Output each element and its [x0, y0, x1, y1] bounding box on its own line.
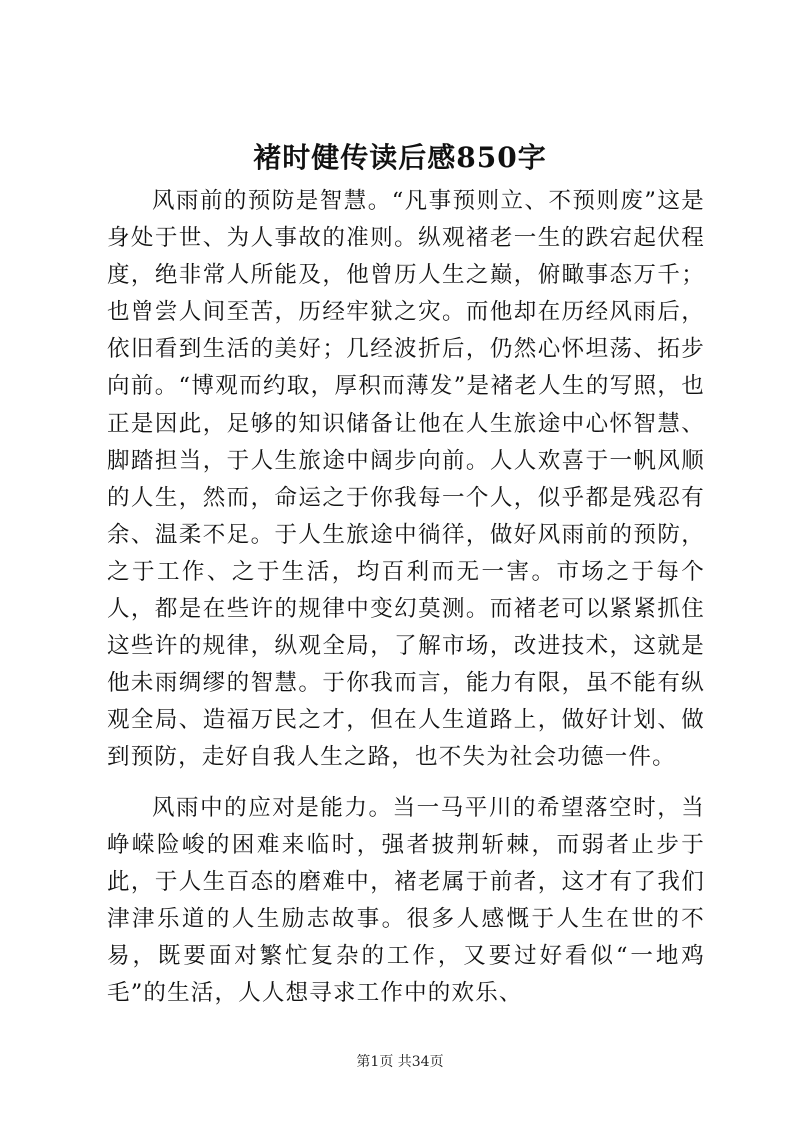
- document-title: 褚时健传读后感850字: [253, 141, 547, 174]
- page-number-footer: 第1页 共34页: [356, 1054, 444, 1070]
- paragraph-1: 风雨前的预防是智慧。“凡事预则立、不预则废”这是身处于世、为人事故的准则。纵观褚老一生的跌宕起伏程度，绝非常人所能及，他曾历人生之巅，俯瞰事态万千；也曾尝人间至苦，历经牢狱之灾。而他却在历经风雨后，依旧看到生活的美好；几经波折后，仍然心怀坦荡、拓步向前。“博观而约取，厚积而薄发”是褚老人生的写照，也正是因此，足够的知识储备让他在人生旅途中心怀智慧、脚踏担当，于人生旅途中阔步向前。人人欢喜于一帆风顺的人生，然而，命运之于你我每一个人，似乎都是残忍有余、温柔不足。于人生旅途中徜徉，做好风雨前的预防，之于工作、之于生活，均百利而无一害。市场之于每个人，都是在些许的规律中变幻莫测。而褚老可以紧紧抓住这些许的规律，纵观全局，了解市场，改进技术，这就是他未雨绸缪的智慧。于你我而言，能力有限，虽不能有纵观全局、造福万民之才，但在人生道路上，做好计划、做到预防，走好自我人生之路，也不失为社会功德一件。: [107, 188, 705, 771]
- document-body: [107, 183, 705, 1012]
- paragraph-2: 风雨中的应对是能力。当一马平川的希望落空时，当峥嵘险峻的困难来临时，强者披荆斩棘，而弱者止步于此，于人生百态的磨难中，褚老属于前者，这才有了我们津津乐道的人生励志故事。很多人感慨于人生在世的不易，既要面对繁忙复杂的工作，又要过好看似“一地鸡毛”的生活，人人想寻求工作中的欢乐、: [107, 794, 705, 1006]
